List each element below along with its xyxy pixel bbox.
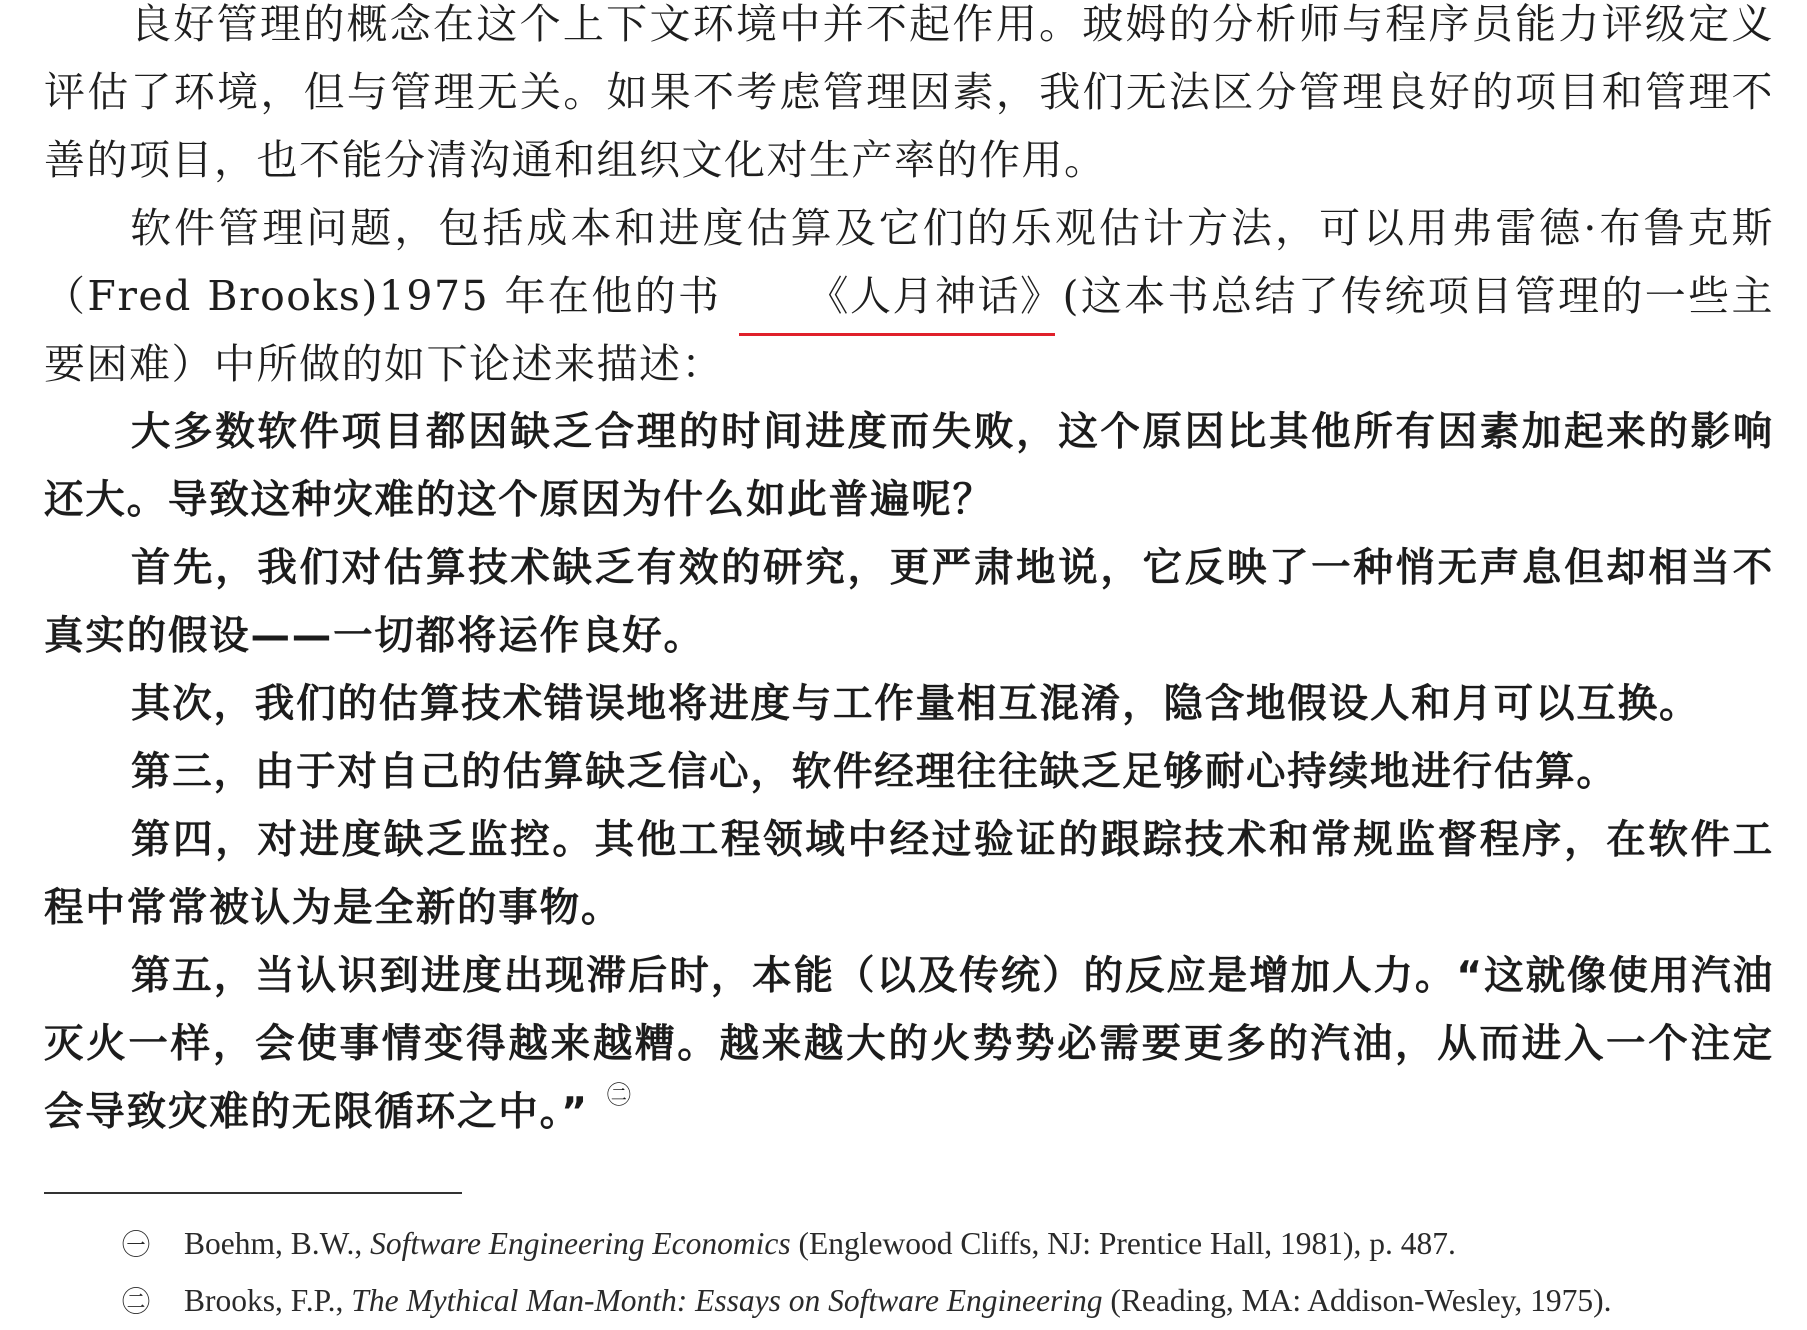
quote-paragraph-second: 其次，我们的估算技术错误地将进度与工作量相互混淆，隐含地假设人和月可以互换。	[130, 681, 1701, 727]
paragraph-brooks-intro-tail: (这本书总结了传统项目管理的一些主要困难）中所做的如下论述来描述：	[44, 272, 1774, 388]
footnote-2-title: The Mythical Man-Month: Essays on Software Engineering	[351, 1283, 1103, 1318]
footnote-2-author: Brooks, F.P.,	[184, 1283, 352, 1318]
book-title-underlined: 《人月神话》	[721, 262, 1062, 330]
footnote-1-title: Software Engineering Economics	[370, 1226, 791, 1261]
quote-paragraph-fifth	[44, 942, 1774, 1151]
footnote-2	[122, 1273, 1782, 1330]
quote-paragraph-fifth-text: 第五，当认识到进度出现滞后时，本能（以及传统）的反应是增加人力。“这就像使用汽油灭火一样，会使事情变得越来越糟。越来越大的火势势必需要更多的汽油，从而进入一个注定会导致灾难的无限循环之中。”	[44, 953, 1774, 1135]
quote-paragraph-first: 首先，我们对估算技术缺乏有效的研究，更严肃地说，它反映了一种悄无声息但却相当不真实的假设——一切都将运作良好。	[44, 545, 1774, 659]
quote-paragraph-1: 大多数软件项目都因缺乏合理的时间进度而失败，这个原因比其他所有因素加起来的影响还大。导致这种灾难的这个原因为什么如此普遍呢？	[44, 409, 1774, 523]
footnote-1-author: Boehm, B.W.,	[184, 1226, 371, 1261]
page-body	[44, 0, 1774, 1151]
paragraph-brooks-intro-text: 软件管理问题，包括成本和进度估算及它们的乐观估计方法，可以用弗雷德·布鲁克斯（Fred Brooks)1975 年在他的书	[44, 204, 1774, 320]
footnotes	[122, 1216, 1782, 1330]
quote-paragraph-third: 第三，由于对自己的估算缺乏信心，软件经理往往缺乏足够耐心持续地进行估算。	[130, 749, 1618, 795]
footnote-1	[122, 1216, 1782, 1273]
footnote-2-rest: (Reading, MA: Addison-Wesley, 1975).	[1102, 1283, 1612, 1318]
footnote-2-mark: ㊁	[122, 1285, 151, 1318]
footnote-1-rest: (Englewood Cliffs, NJ: Prentice Hall, 1981), p. 487.	[790, 1226, 1456, 1261]
quote-paragraph-fourth: 第四，对进度缺乏监控。其他工程领域中经过验证的跟踪技术和常规监督程序，在软件工程中常常被认为是全新的事物。	[44, 817, 1774, 931]
paragraph-brooks-intro	[44, 194, 1774, 398]
paragraph-management-concept: 良好管理的概念在这个上下文环境中并不起作用。玻姆的分析师与程序员能力评级定义评估了环境，但与管理无关。如果不考虑管理因素，我们无法区分管理良好的项目和管理不善的项目，也不能分清沟通和组织文化对生产率的作用。	[44, 0, 1774, 184]
footnote-ref-2: ㊁	[606, 1081, 631, 1109]
footnote-divider	[44, 1192, 462, 1194]
footnote-1-mark: ㊀	[122, 1228, 151, 1261]
